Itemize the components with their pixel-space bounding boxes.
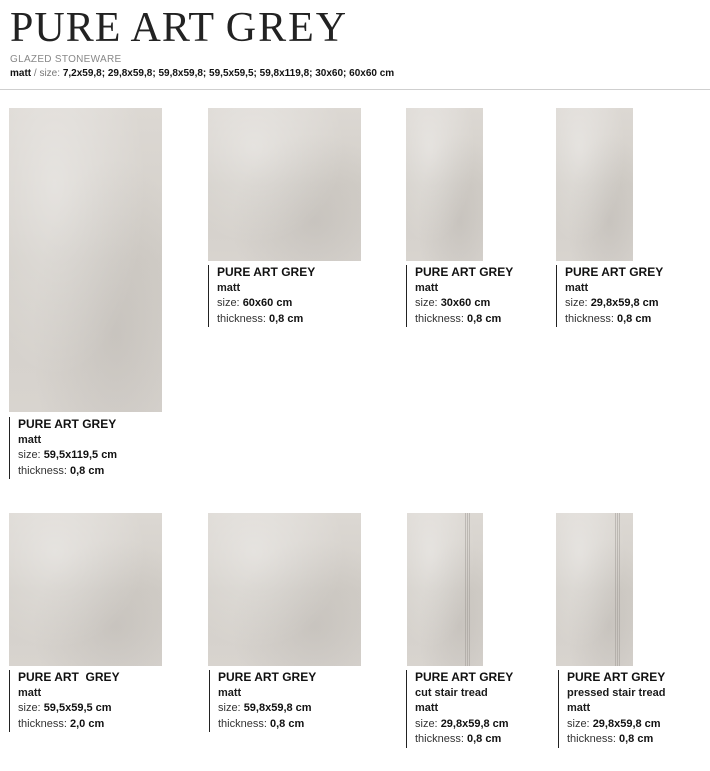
thickness-label: thickness: — [18, 464, 67, 477]
product-finish: matt — [415, 702, 439, 714]
product-size: 59,5x59,5 cm — [43, 702, 112, 714]
product-size: 59,5x119,5 cm — [43, 449, 118, 461]
available-sizes — [10, 68, 394, 79]
thickness-label: thickness: — [567, 733, 616, 745]
product-thickness: 0,8 cm — [618, 733, 654, 745]
finish-label: matt — [10, 68, 32, 79]
tile-image-29x59 — [556, 108, 633, 261]
title-main: PURE ART — [10, 5, 215, 51]
subtitle: GLAZED STONEWARE — [10, 54, 122, 65]
product-caption — [556, 265, 663, 327]
product-name: PURE ART GREY — [218, 670, 317, 684]
product-thickness: 0,8 cm — [466, 733, 502, 745]
tile-image-60x60 — [208, 108, 361, 261]
product-size: 30x60 cm — [440, 297, 491, 309]
product-name: PURE ART GREY — [415, 265, 514, 279]
product-finish: matt — [18, 433, 42, 446]
size-label: size: — [415, 297, 438, 309]
product-finish: matt — [18, 686, 42, 699]
product-name: PURE ART GREY — [217, 265, 316, 279]
size-label: size: — [565, 297, 588, 309]
tile-image-59x59 — [208, 513, 361, 666]
product-finish: matt — [567, 702, 591, 714]
size-label: size: — [567, 717, 590, 730]
size-prefix: / size: — [33, 68, 61, 79]
product-type: pressed stair tread — [567, 686, 666, 699]
tile-image-cut-stair-tread — [407, 513, 483, 666]
product-thickness: 2,0 cm — [69, 717, 105, 730]
product-type: cut stair tread — [415, 686, 488, 699]
title-grey: GREY — [225, 5, 349, 51]
product-thickness: 0,8 cm — [69, 464, 105, 477]
product-name: PURE ART GREY — [415, 670, 514, 684]
size-label: size: — [18, 702, 41, 714]
product-thickness: 0,8 cm — [616, 312, 652, 325]
tile-image-pressed-stair-tread — [556, 513, 633, 666]
thickness-label: thickness: — [218, 717, 267, 730]
product-name: PURE ART GREY — [18, 417, 117, 431]
product-name: PURE ART GREY — [565, 265, 664, 279]
thickness-label: thickness: — [415, 312, 464, 325]
product-name: PURE ART GREY — [567, 670, 666, 684]
tile-image-30x60 — [406, 108, 483, 261]
thickness-label: thickness: — [18, 717, 67, 730]
product-thickness: 0,8 cm — [466, 312, 502, 325]
product-caption — [558, 670, 665, 748]
product-finish: matt — [217, 281, 241, 294]
product-name: PURE ART GREY — [18, 670, 120, 684]
product-caption — [406, 670, 513, 748]
product-finish: matt — [565, 281, 589, 294]
size-label: size: — [415, 717, 438, 730]
size-list: 7,2x59,8; 29,8x59,8; 59,8x59,8; 59,5x59,5; 59,8x119,8; 30x60; 60x60 cm — [62, 68, 395, 79]
product-thickness: 0,8 cm — [269, 717, 305, 730]
product-size: 29,8x59,8 cm — [590, 297, 659, 309]
size-label: size: — [217, 297, 240, 309]
page-title — [10, 4, 348, 52]
header-divider — [0, 89, 710, 90]
product-size: 29,8x59,8 cm — [440, 717, 509, 730]
product-caption — [208, 265, 315, 327]
tile-image-59x59-thick — [9, 513, 162, 666]
product-size: 60x60 cm — [242, 297, 293, 309]
thickness-label: thickness: — [565, 312, 614, 325]
product-thickness: 0,8 cm — [268, 312, 304, 325]
size-label: size: — [18, 449, 41, 461]
product-caption — [209, 670, 316, 732]
product-caption — [9, 417, 117, 479]
thickness-label: thickness: — [415, 733, 464, 745]
tile-image-59x119 — [9, 108, 162, 412]
thickness-label: thickness: — [217, 312, 266, 325]
product-size: 59,8x59,8 cm — [243, 702, 312, 714]
product-size: 29,8x59,8 cm — [592, 717, 661, 730]
product-caption — [9, 670, 120, 732]
size-label: size: — [218, 702, 241, 714]
product-finish: matt — [218, 686, 242, 699]
product-caption — [406, 265, 513, 327]
product-finish: matt — [415, 281, 439, 294]
